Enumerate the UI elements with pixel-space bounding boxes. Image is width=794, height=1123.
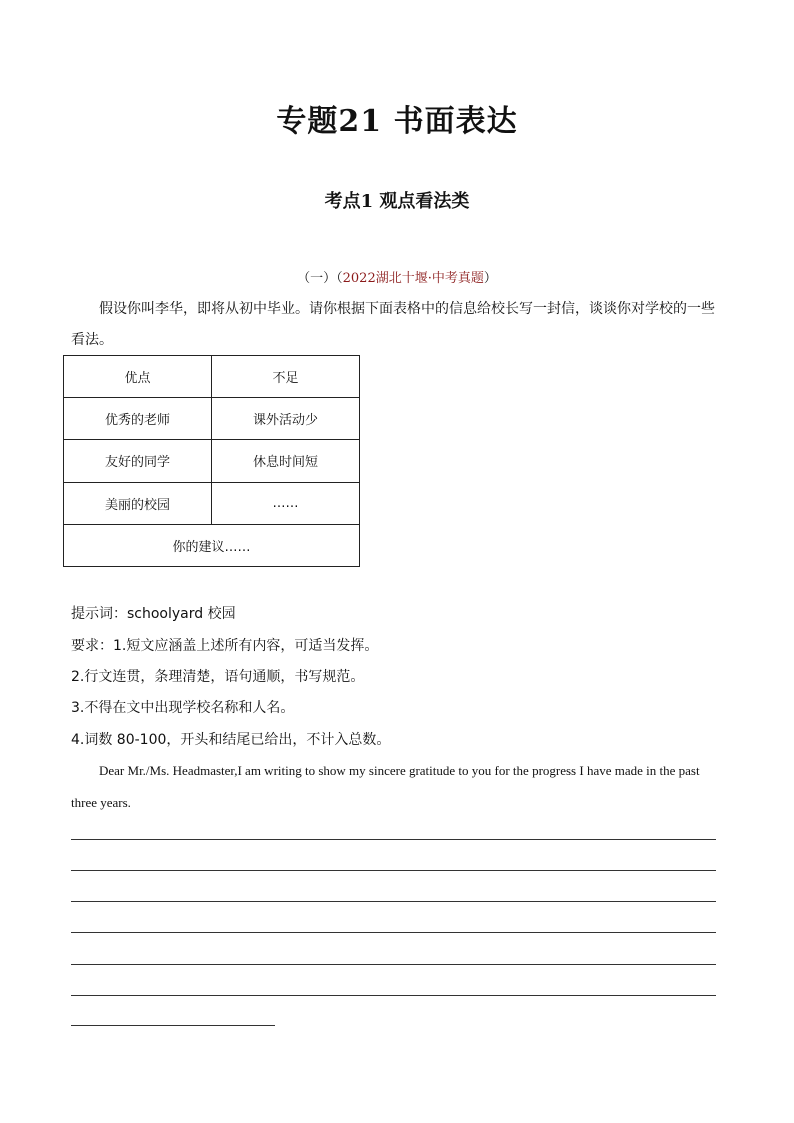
page-title: 专题21 书面表达 [276, 104, 518, 139]
writing-line[interactable] [71, 870, 716, 871]
table-cell: …… [212, 482, 360, 524]
table-row [64, 440, 360, 482]
hint-text: 提示词：schoolyard 校园 [71, 606, 236, 622]
table-cell: 友好的同学 [64, 440, 212, 482]
writing-line-short[interactable] [71, 1025, 275, 1026]
requirement-item: 2.行文连贯，条理清楚，语句通顺，书写规范。 [71, 669, 365, 685]
table-cell: 课外活动少 [212, 398, 360, 440]
writing-line[interactable] [71, 995, 716, 996]
table-header-cell: 优点 [64, 356, 212, 398]
question-prompt: 假设你叫李华，即将从初中毕业。请你根据下面表格中的信息给校长写一封信，谈谈你对学校的一些看法。 [71, 301, 715, 348]
table-footer-row [64, 524, 360, 566]
table-row [64, 482, 360, 524]
essay-opening: Dear Mr./Ms. Headmaster,I am writing to show my sincere gratitude to you for the progress I have made in the past three years. [71, 763, 700, 810]
info-table [63, 355, 360, 567]
writing-line[interactable] [71, 839, 716, 840]
writing-line[interactable] [71, 901, 716, 902]
table-cell: 优秀的老师 [64, 398, 212, 440]
table-cell: 休息时间短 [212, 440, 360, 482]
writing-line[interactable] [71, 932, 716, 933]
table-row [64, 398, 360, 440]
section-subtitle: 考点1 观点看法类 [324, 191, 470, 212]
question-suffix: ） [483, 271, 497, 286]
question-source: 2022湖北十堰·中考真题 [342, 271, 484, 286]
table-cell: 美丽的校园 [64, 482, 212, 524]
table-footer-cell: 你的建议…… [64, 524, 360, 566]
table-header-row [64, 356, 360, 398]
writing-line[interactable] [71, 964, 716, 965]
requirement-item: 要求：1.短文应涵盖上述所有内容，可适当发挥。 [71, 638, 379, 654]
requirement-item: 4.词数 80-100，开头和结尾已给出，不计入总数。 [71, 732, 391, 748]
question-label [0, 267, 794, 286]
question-prefix: （一）（ [297, 271, 343, 286]
table-header-cell: 不足 [212, 356, 360, 398]
requirement-item: 3.不得在文中出现学校名称和人名。 [71, 700, 295, 716]
